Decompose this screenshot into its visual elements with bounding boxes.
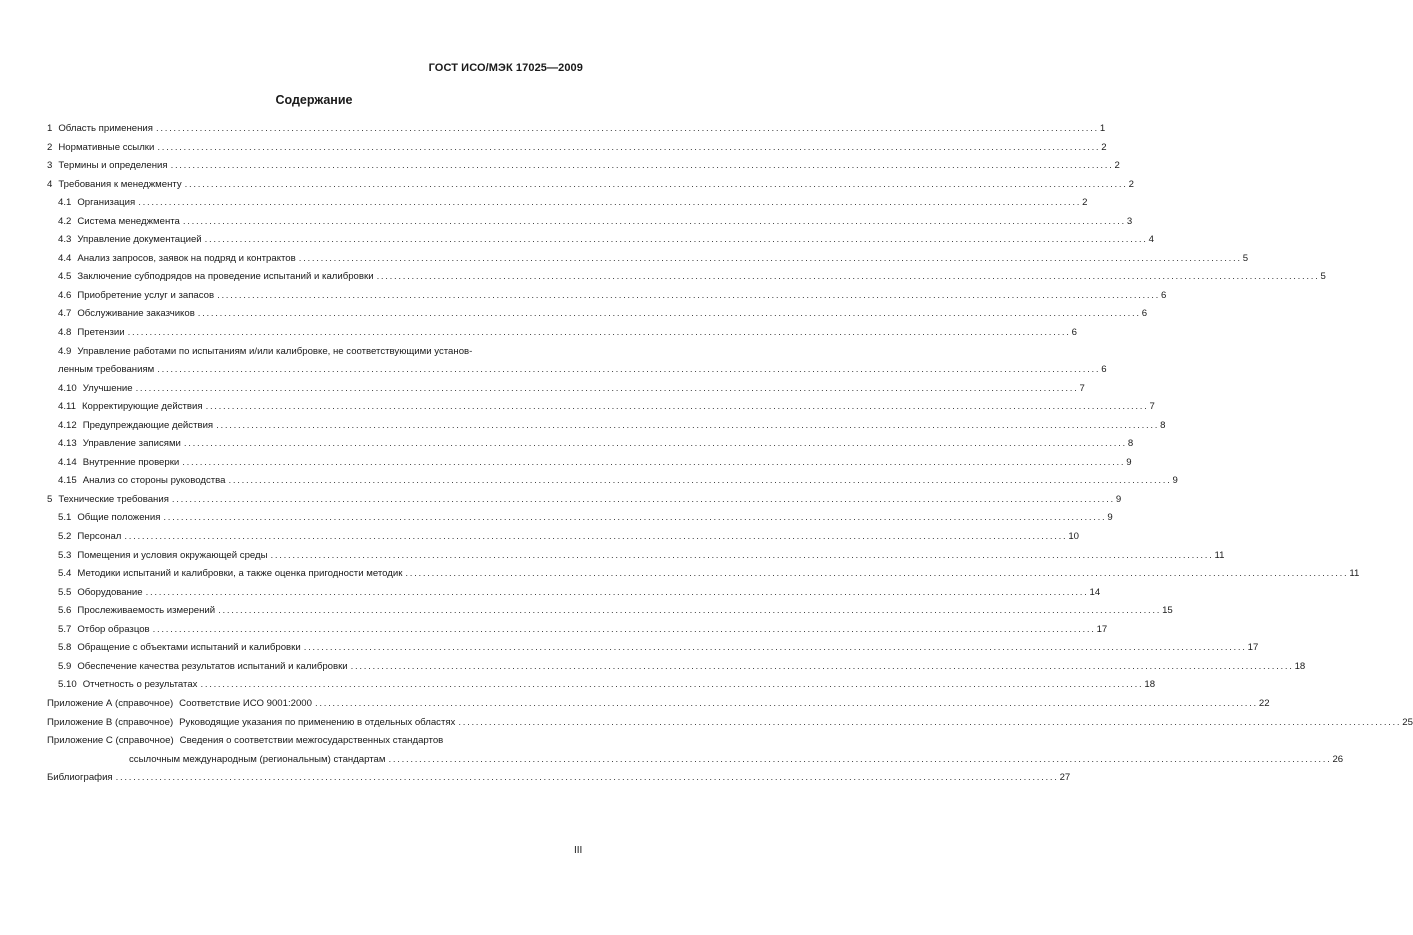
entry-number: Приложение С (справочное) <box>47 735 174 747</box>
dot-leader: ........................................................................................................................................................................................................................ <box>182 215 1126 227</box>
dot-leader: ........................................................................................................................................................................................................................ <box>184 178 1128 190</box>
entry-title: Персонал <box>77 531 122 543</box>
entry-page: 2 <box>1128 178 1134 190</box>
toc-entry-4-7[interactable] <box>47 305 1148 324</box>
entry-number: 1 <box>47 123 53 134</box>
entry-title: Библиография <box>47 772 113 784</box>
entry-title: Улучшение <box>82 382 133 394</box>
toc-entry-4-12[interactable] <box>47 417 1166 436</box>
toc-entry-4-2[interactable] <box>47 213 1133 232</box>
entry-page: 6 <box>1101 364 1107 376</box>
toc-entry-1[interactable] <box>47 120 1106 139</box>
entry-title: Управление документацией <box>77 234 202 246</box>
entry-number: 4.12 <box>58 419 77 431</box>
dot-leader: ........................................................................................................................................................................................................................ <box>157 141 1101 153</box>
entry-number: 4.14 <box>58 456 77 468</box>
entry-number: Приложение В (справочное) <box>47 716 174 728</box>
toc-entry-4-14[interactable] <box>47 454 1132 473</box>
entry-page: 3 <box>1126 215 1133 227</box>
toc-entry-5-5[interactable] <box>47 584 1101 603</box>
toc-entry-4-13[interactable] <box>47 435 1134 454</box>
toc-entry-4-4[interactable] <box>47 250 1249 269</box>
dot-leader: ........................................................................................................................................................................................................................ <box>204 234 1148 246</box>
entry-title: Общие положения <box>77 512 161 524</box>
entry-title-line1: Сведения о соответствии межгосударственных стандартов <box>179 735 444 747</box>
toc-entry-4-1[interactable] <box>47 194 1088 213</box>
entry-title: Предупреждающие действия <box>82 419 214 431</box>
entry-number: 4.10 <box>58 382 77 394</box>
dot-leader: ........................................................................................................................................................................................................................ <box>182 456 1126 468</box>
entry-number: 5.9 <box>58 660 72 672</box>
entry-page: 27 <box>1059 772 1071 784</box>
entry-number: 4.4 <box>58 252 72 264</box>
entry-title: Прослеживаемость измерений <box>77 605 216 617</box>
entry-title: Система менеджмента <box>77 215 180 227</box>
toc-entry-4[interactable] <box>47 176 1134 195</box>
entry-page: 2 <box>1101 141 1107 153</box>
entry-title: Претензии <box>77 327 125 339</box>
entry-page: 10 <box>1068 531 1079 543</box>
dot-leader: ........................................................................................................................................................................................................................ <box>458 716 1402 728</box>
dot-leader: ........................................................................................................................................................................................................................ <box>171 493 1115 505</box>
entry-page: 1 <box>1099 123 1106 134</box>
entry-number: 5.6 <box>58 605 72 617</box>
dot-leader: ........................................................................................................................................................................................................................ <box>376 271 1320 283</box>
entry-page: 2 <box>1114 160 1120 172</box>
toc-entry-5-1[interactable] <box>47 509 1113 528</box>
entry-title: Помещения и условия окружающей среды <box>77 549 268 561</box>
entry-page: 14 <box>1089 586 1101 598</box>
toc-entry-4-10[interactable] <box>47 380 1085 399</box>
dot-leader: ........................................................................................................................................................................................................................ <box>270 549 1214 561</box>
entry-title: Анализ со стороны руководства <box>82 475 226 487</box>
entry-page: 11 <box>1349 568 1360 580</box>
dot-leader: ........................................................................................................................................................................................................................ <box>155 123 1099 134</box>
entry-number: 4.8 <box>58 327 72 339</box>
dot-leader: ........................................................................................................................................................................................................................ <box>303 642 1247 654</box>
dot-leader: ........................................................................................................................................................................................................................ <box>135 382 1079 394</box>
dot-leader: ........................................................................................................................................................................................................................ <box>183 438 1127 450</box>
toc-entry-5-3[interactable] <box>47 547 1225 566</box>
entry-title: Требования к менеджменту <box>58 178 182 190</box>
dot-leader: ........................................................................................................................................................................................................................ <box>216 419 1160 431</box>
entry-page: 26 <box>1332 753 1344 765</box>
entry-title: Методики испытаний и калибровки, а также оценка пригодности методик <box>77 568 403 580</box>
entry-page: 17 <box>1096 623 1108 635</box>
entry-number: 4.13 <box>58 438 77 450</box>
toc-entry-4-5[interactable] <box>47 268 1326 287</box>
toc-entry-5[interactable] <box>47 491 1122 510</box>
toc-entry-appendix-c[interactable] <box>47 732 582 751</box>
entry-number: 4.9 <box>58 345 72 357</box>
toc-entry-5-9[interactable] <box>47 658 1306 677</box>
entry-page: 5 <box>1320 271 1326 283</box>
entry-number: 2 <box>47 141 53 153</box>
entry-title: Управление записями <box>82 438 181 450</box>
document-designation: ГОСТ ИСО/МЭК 17025—2009 <box>428 62 583 74</box>
dot-leader: ........................................................................................................................................................................................................................ <box>197 308 1141 320</box>
entry-number: 5.5 <box>58 586 72 598</box>
toc-entry-bibliography[interactable] <box>47 769 1071 788</box>
entry-number: 5 <box>47 493 53 505</box>
entry-title-line2: ссылочным международным (региональным) стандартам <box>129 753 386 765</box>
entry-number: 5.10 <box>58 679 77 691</box>
toc-entry-5-8[interactable] <box>47 639 1259 658</box>
dot-leader: ........................................................................................................................................................................................................................ <box>127 327 1071 339</box>
entry-title: Приобретение услуг и запасов <box>77 289 215 301</box>
dot-leader: ........................................................................................................................................................................................................................ <box>163 512 1107 524</box>
entry-page: 17 <box>1247 642 1259 654</box>
dot-leader: ........................................................................................................................................................................................................................ <box>200 679 1144 691</box>
dot-leader: ........................................................................................................................................................................................................................ <box>124 531 1068 543</box>
entry-page: 9 <box>1115 493 1122 505</box>
entry-title: Соответствие ИСО 9001:2000 <box>179 697 312 709</box>
entry-title-line2: ленным требованиям <box>58 364 155 376</box>
dot-leader: ........................................................................................................................................................................................................................ <box>152 623 1096 635</box>
toc-entry-4-3[interactable] <box>47 231 1154 250</box>
page-title: Содержание <box>275 93 353 107</box>
toc-entry-appendix-c-continued[interactable] <box>47 751 1344 770</box>
entry-number: 4 <box>47 178 53 190</box>
entry-title: Термины и определения <box>58 160 168 172</box>
entry-page: 18 <box>1144 679 1156 691</box>
entry-number: 4.15 <box>58 475 77 487</box>
dot-leader: ........................................................................................................................................................................................................................ <box>217 289 1161 301</box>
entry-title: Корректирующие действия <box>81 401 203 413</box>
entry-title: Анализ запросов, заявок на подряд и контрактов <box>77 252 296 264</box>
dot-leader: ........................................................................................................................................................................................................................ <box>138 197 1082 209</box>
page-number: III <box>574 845 583 856</box>
entry-number: 5.4 <box>58 568 72 580</box>
entry-page: 2 <box>1082 197 1088 209</box>
toc-entry-4-11[interactable] <box>47 398 1155 417</box>
dot-leader: ........................................................................................................................................................................................................................ <box>218 605 1162 617</box>
entry-page: 8 <box>1127 438 1134 450</box>
entry-title-line1: Управление работами по испытаниям и/или калибровке, не соответствующими установ- <box>77 345 473 357</box>
entry-page: 6 <box>1161 289 1167 301</box>
toc-entry-4-6[interactable] <box>47 287 1167 306</box>
table-of-contents <box>47 120 1413 788</box>
entry-number: 5.3 <box>58 549 72 561</box>
entry-page: 25 <box>1402 716 1413 728</box>
entry-title: Заключение субподрядов на проведение испытаний и калибровки <box>77 271 374 283</box>
entry-page: 8 <box>1160 419 1166 431</box>
entry-number: 5.2 <box>58 531 72 543</box>
dot-leader: ........................................................................................................................................................................................................................ <box>298 252 1242 264</box>
entry-page: 5 <box>1242 252 1249 264</box>
dot-leader: ........................................................................................................................................................................................................................ <box>388 753 1332 765</box>
entry-number: 4.5 <box>58 271 72 283</box>
dot-leader: ........................................................................................................................................................................................................................ <box>205 401 1149 413</box>
entry-page: 4 <box>1148 234 1154 246</box>
entry-page: 9 <box>1107 512 1113 524</box>
entry-page: 22 <box>1258 697 1270 709</box>
entry-number: 5.1 <box>58 512 72 524</box>
toc-entry-3[interactable] <box>47 157 1120 176</box>
toc-entry-4-9[interactable] <box>47 343 582 362</box>
entry-page: 6 <box>1071 327 1077 339</box>
toc-entry-2[interactable] <box>47 139 1107 158</box>
dot-leader: ........................................................................................................................................................................................................................ <box>405 568 1349 580</box>
entry-number: 4.3 <box>58 234 72 246</box>
entry-title: Область применения <box>58 123 153 134</box>
entry-page: 9 <box>1172 475 1178 487</box>
entry-number: 4.2 <box>58 215 72 227</box>
dot-leader: ........................................................................................................................................................................................................................ <box>145 586 1089 598</box>
toc-entry-5-4[interactable] <box>47 565 1360 584</box>
dot-leader: ........................................................................................................................................................................................................................ <box>157 364 1101 376</box>
entry-page: 7 <box>1149 401 1155 413</box>
entry-number: Приложение А (справочное) <box>47 697 174 709</box>
entry-title: Руководящие указания по применению в отдельных областях <box>179 716 456 728</box>
entry-number: 4.6 <box>58 289 72 301</box>
entry-page: 18 <box>1294 660 1306 672</box>
entry-title: Обеспечение качества результатов испытаний и калибровки <box>77 660 348 672</box>
toc-entry-5-10[interactable] <box>47 676 1156 695</box>
toc-entry-5-7[interactable] <box>47 621 1108 640</box>
entry-title: Отчетность о результатах <box>82 679 198 691</box>
entry-page: 9 <box>1126 456 1132 468</box>
entry-page: 15 <box>1162 605 1173 617</box>
toc-entry-appendix-b[interactable] <box>47 714 1413 733</box>
toc-entry-4-9-continued[interactable] <box>47 361 1107 380</box>
entry-number: 5.7 <box>58 623 72 635</box>
entry-page: 11 <box>1214 549 1225 561</box>
entry-title: Нормативные ссылки <box>58 141 155 153</box>
entry-page: 7 <box>1079 382 1085 394</box>
entry-title: Организация <box>77 197 136 209</box>
dot-leader: ........................................................................................................................................................................................................................ <box>350 660 1294 672</box>
toc-entry-appendix-a[interactable] <box>47 695 1270 714</box>
entry-number: 4.1 <box>58 197 72 209</box>
dot-leader: ........................................................................................................................................................................................................................ <box>115 772 1059 784</box>
entry-number: 4.7 <box>58 308 72 320</box>
entry-number: 5.8 <box>58 642 72 654</box>
entry-title: Оборудование <box>77 586 143 598</box>
dot-leader: ........................................................................................................................................................................................................................ <box>314 697 1258 709</box>
entry-title: Внутренние проверки <box>82 456 180 468</box>
toc-entry-4-8[interactable] <box>47 324 1077 343</box>
entry-title: Отбор образцов <box>77 623 150 635</box>
entry-page: 6 <box>1141 308 1148 320</box>
toc-entry-4-15[interactable] <box>47 472 1178 491</box>
toc-entry-5-2[interactable] <box>47 528 1079 547</box>
dot-leader: ........................................................................................................................................................................................................................ <box>170 160 1114 172</box>
toc-entry-5-6[interactable] <box>47 602 1173 621</box>
dot-leader: ........................................................................................................................................................................................................................ <box>228 475 1172 487</box>
entry-title: Технические требования <box>58 493 169 505</box>
entry-title: Обслуживание заказчиков <box>77 308 195 320</box>
entry-number: 3 <box>47 160 53 172</box>
entry-number: 4.11 <box>58 401 76 413</box>
entry-title: Обращение с объектами испытаний и калибровки <box>77 642 301 654</box>
